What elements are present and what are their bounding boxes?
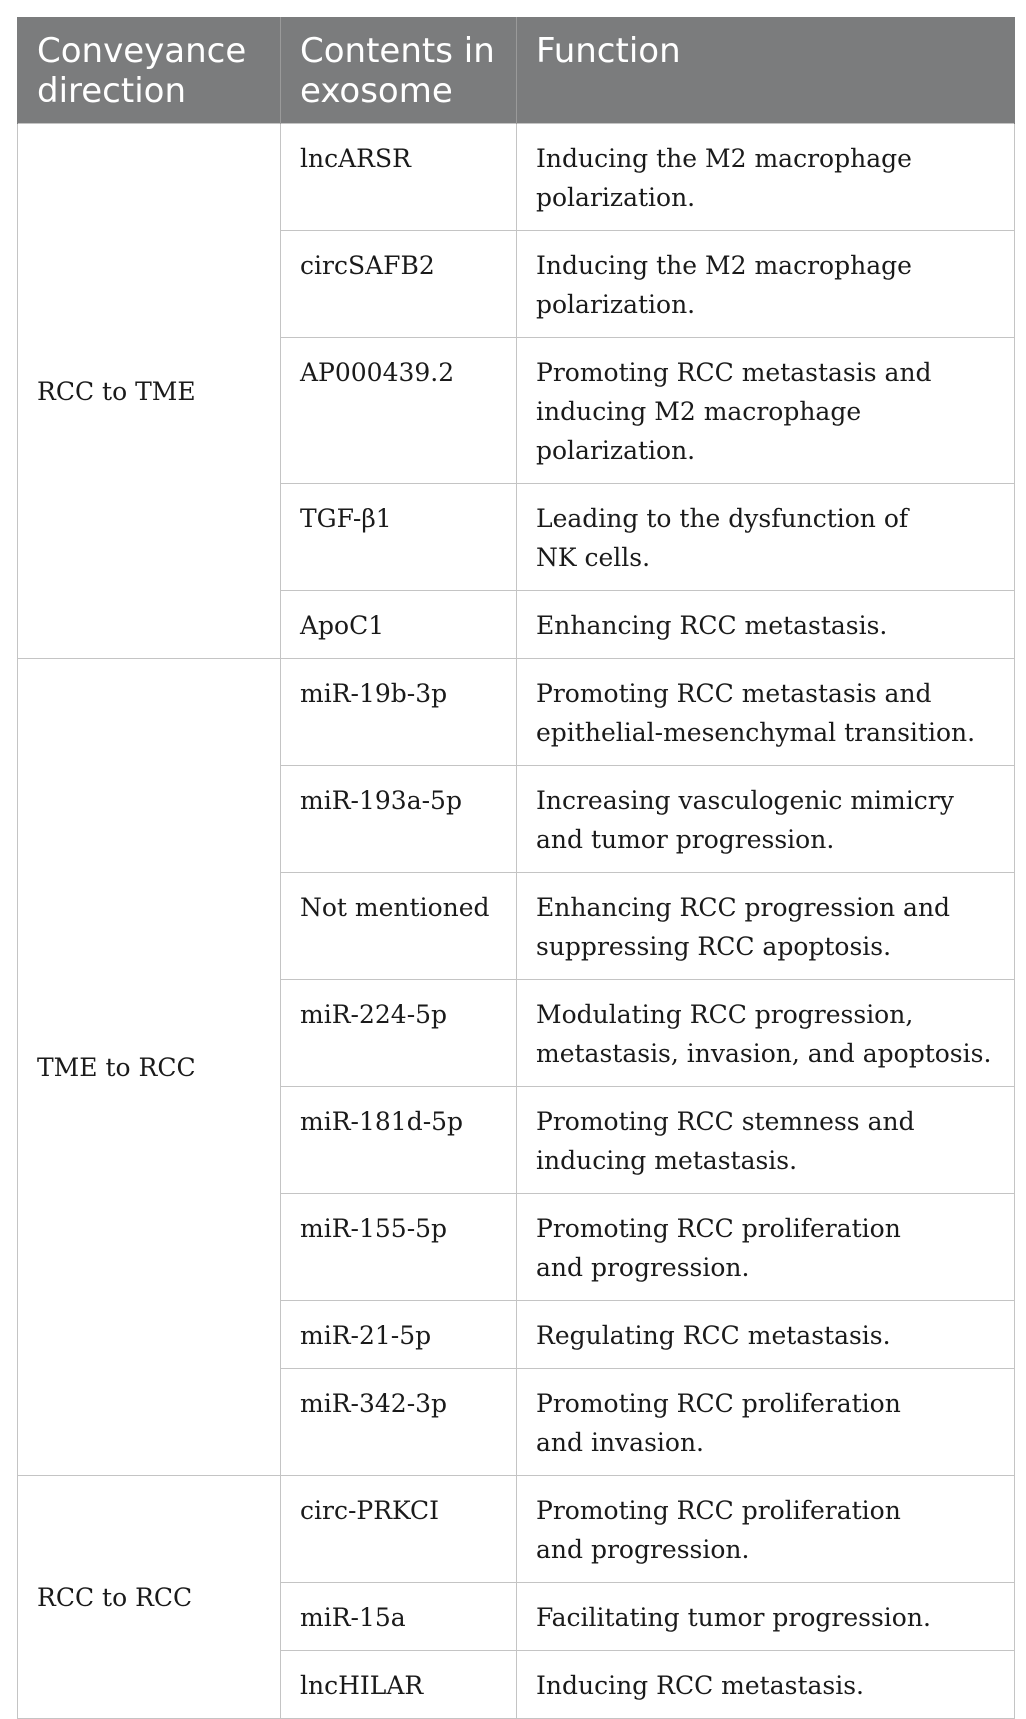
function-cell: Enhancing RCC metastasis. [517, 591, 1015, 659]
content-cell: ApoC1 [281, 591, 517, 659]
function-cell: Promoting RCC metastasis and inducing M2 macrophage polarization. [517, 338, 1015, 484]
content-cell: miR-15a [281, 1583, 517, 1651]
header-contents: Contents in exosome [281, 17, 517, 124]
content-cell: TGF-β1 [281, 484, 517, 591]
header-row [18, 17, 1015, 124]
content-cell: miR-224-5p [281, 980, 517, 1087]
function-cell: Increasing vasculogenic mimicry and tumor progression. [517, 766, 1015, 873]
function-cell: Promoting RCC proliferation and progression. [517, 1476, 1015, 1583]
content-cell: miR-155-5p [281, 1194, 517, 1301]
header-function: Function [517, 17, 1015, 124]
function-cell: Promoting RCC proliferation and progression. [517, 1194, 1015, 1301]
exosome-table [17, 17, 1015, 1719]
content-cell: miR-21-5p [281, 1301, 517, 1369]
header-direction: Conveyance direction [18, 17, 281, 124]
content-cell: miR-342-3p [281, 1369, 517, 1476]
content-cell: AP000439.2 [281, 338, 517, 484]
content-cell: Not mentioned [281, 873, 517, 980]
content-cell: circSAFB2 [281, 231, 517, 338]
content-cell: miR-193a-5p [281, 766, 517, 873]
function-cell: Modulating RCC progression, metastasis, invasion, and apoptosis. [517, 980, 1015, 1087]
function-cell: Inducing the M2 macrophage polarization. [517, 231, 1015, 338]
function-cell: Promoting RCC stemness and inducing metastasis. [517, 1087, 1015, 1194]
direction-cell: RCC to TME [18, 124, 281, 659]
function-cell: Enhancing RCC progression and suppressing RCC apoptosis. [517, 873, 1015, 980]
table-row [18, 1476, 1015, 1583]
function-cell: Leading to the dysfunction of NK cells. [517, 484, 1015, 591]
table-row [18, 124, 1015, 231]
content-cell: lncARSR [281, 124, 517, 231]
table-row [18, 659, 1015, 766]
direction-cell: RCC to RCC [18, 1476, 281, 1719]
function-cell: Regulating RCC metastasis. [517, 1301, 1015, 1369]
direction-cell: TME to RCC [18, 659, 281, 1476]
content-cell: miR-19b-3p [281, 659, 517, 766]
content-cell: lncHILAR [281, 1651, 517, 1719]
function-cell: Inducing RCC metastasis. [517, 1651, 1015, 1719]
function-cell: Promoting RCC metastasis and epithelial-mesenchymal transition. [517, 659, 1015, 766]
content-cell: circ-PRKCI [281, 1476, 517, 1583]
function-cell: Promoting RCC proliferation and invasion. [517, 1369, 1015, 1476]
function-cell: Facilitating tumor progression. [517, 1583, 1015, 1651]
content-cell: miR-181d-5p [281, 1087, 517, 1194]
function-cell: Inducing the M2 macrophage polarization. [517, 124, 1015, 231]
